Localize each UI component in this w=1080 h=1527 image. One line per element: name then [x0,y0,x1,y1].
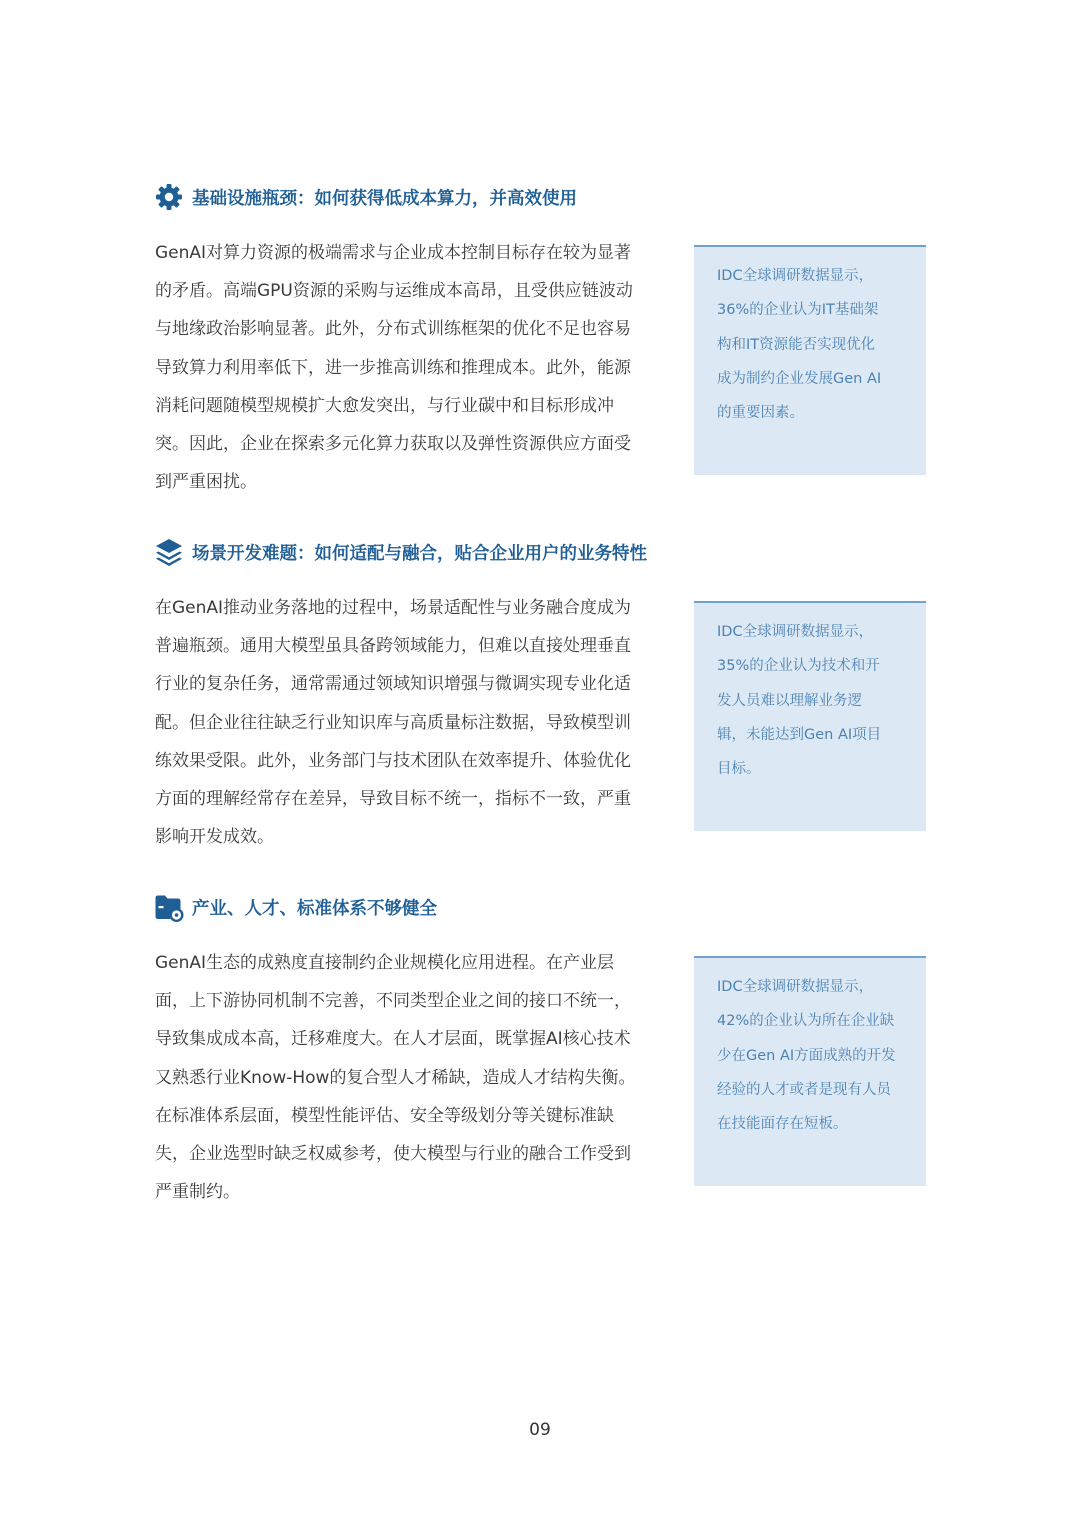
callout-line: 辑，未能达到Gen AI项目 [717,726,882,743]
body-line: 方面的理解经常存在差异，导致目标不统一，指标不一致，严重 [155,788,631,809]
folder-settings-icon [154,892,184,922]
section-heading [154,536,647,568]
body-line: 又熟悉行业Know-How的复合型人才稀缺，造成人才结构失衡。 [155,1067,636,1088]
body-line: 到严重困扰。 [155,472,257,493]
section-title: 基础设施瓶颈：如何获得低成本算力，并高效使用 [192,188,577,209]
callout-line: 目标。 [717,761,761,778]
page-number: 09 [529,1420,551,1440]
body-line: 导致集成成本高，迁移难度大。在人才层面，既掌握AI核心技术 [155,1029,631,1050]
body-line: 的矛盾。高端GPU资源的采购与运维成本高昂，且受供应链波动 [155,281,633,302]
section-body [155,944,675,1211]
callout-line: 的重要因素。 [717,405,804,422]
section-body [155,234,675,501]
callout-line: 36%的企业认为IT基础架 [717,302,879,319]
callout-line: 成为制约企业发展Gen AI [717,370,882,387]
section-title: 场景开发难题：如何适配与融合，贴合企业用户的业务特性 [192,543,647,564]
body-line: 消耗问题随模型规模扩大愈发突出，与行业碳中和目标形成冲 [155,395,614,416]
body-line: 在标准体系层面，模型性能评估、安全等级划分等关键标准缺 [155,1105,614,1126]
callout-line: IDC全球调研数据显示， [717,268,874,284]
body-line: 突。因此，企业在探索多元化算力获取以及弹性资源供应方面受 [155,433,631,454]
body-line: 导致算力利用率低下，进一步推高训练和推理成本。此外，能源 [155,357,631,378]
stat-callout [694,245,926,475]
callout-line: 构和IT资源能否实现优化 [717,336,876,353]
body-line: 普遍瓶颈。通用大模型虽具备跨领域能力，但难以直接处理垂直 [155,636,631,657]
callout-line: 少在Gen AI方面成熟的开发 [717,1047,896,1064]
body-line: 配。但企业往往缺乏行业知识库与高质量标注数据，导致模型训 [155,712,631,733]
body-line: 练效果受限。此外，业务部门与技术团队在效率提升、体验优化 [155,750,631,771]
gear-icon [154,182,184,212]
callout-line: 42%的企业认为所在企业缺 [717,1013,895,1030]
callout-line: IDC全球调研数据显示， [717,624,874,640]
body-line: 严重制约。 [155,1182,240,1203]
callout-line: 经验的人才或者是现有人员 [717,1081,891,1098]
section-title: 产业、人才、标准体系不够健全 [192,898,437,919]
section-body [155,589,675,856]
body-line: 失，企业选型时缺乏权威参考，使大模型与行业的融合工作受到 [155,1143,631,1164]
callout-line: 在技能面存在短板。 [717,1116,848,1133]
layers-icon [154,537,184,567]
body-line: 面，上下游协同机制不完善，不同类型企业之间的接口不统一， [155,991,631,1012]
callout-line: 35%的企业认为技术和开 [717,658,880,675]
body-line: 与地缘政治影响显著。此外，分布式训练框架的优化不足也容易 [155,319,631,340]
body-line: 行业的复杂任务，通常需通过领域知识增强与微调实现专业化适 [155,674,631,695]
callout-line: IDC全球调研数据显示， [717,979,874,995]
body-line: GenAI对算力资源的极端需求与企业成本控制目标存在较为显著 [155,243,632,263]
section-heading [154,181,577,213]
stat-callout [694,601,926,831]
callout-line: 发人员难以理解业务逻 [717,692,862,709]
body-line: GenAI生态的成熟度直接制约企业规模化应用进程。在产业层 [155,953,615,973]
stat-callout [694,956,926,1186]
body-line: 影响开发成效。 [155,827,274,848]
section-heading [154,891,437,923]
body-line: 在GenAI推动业务落地的过程中，场景适配性与业务融合度成为 [155,598,632,618]
